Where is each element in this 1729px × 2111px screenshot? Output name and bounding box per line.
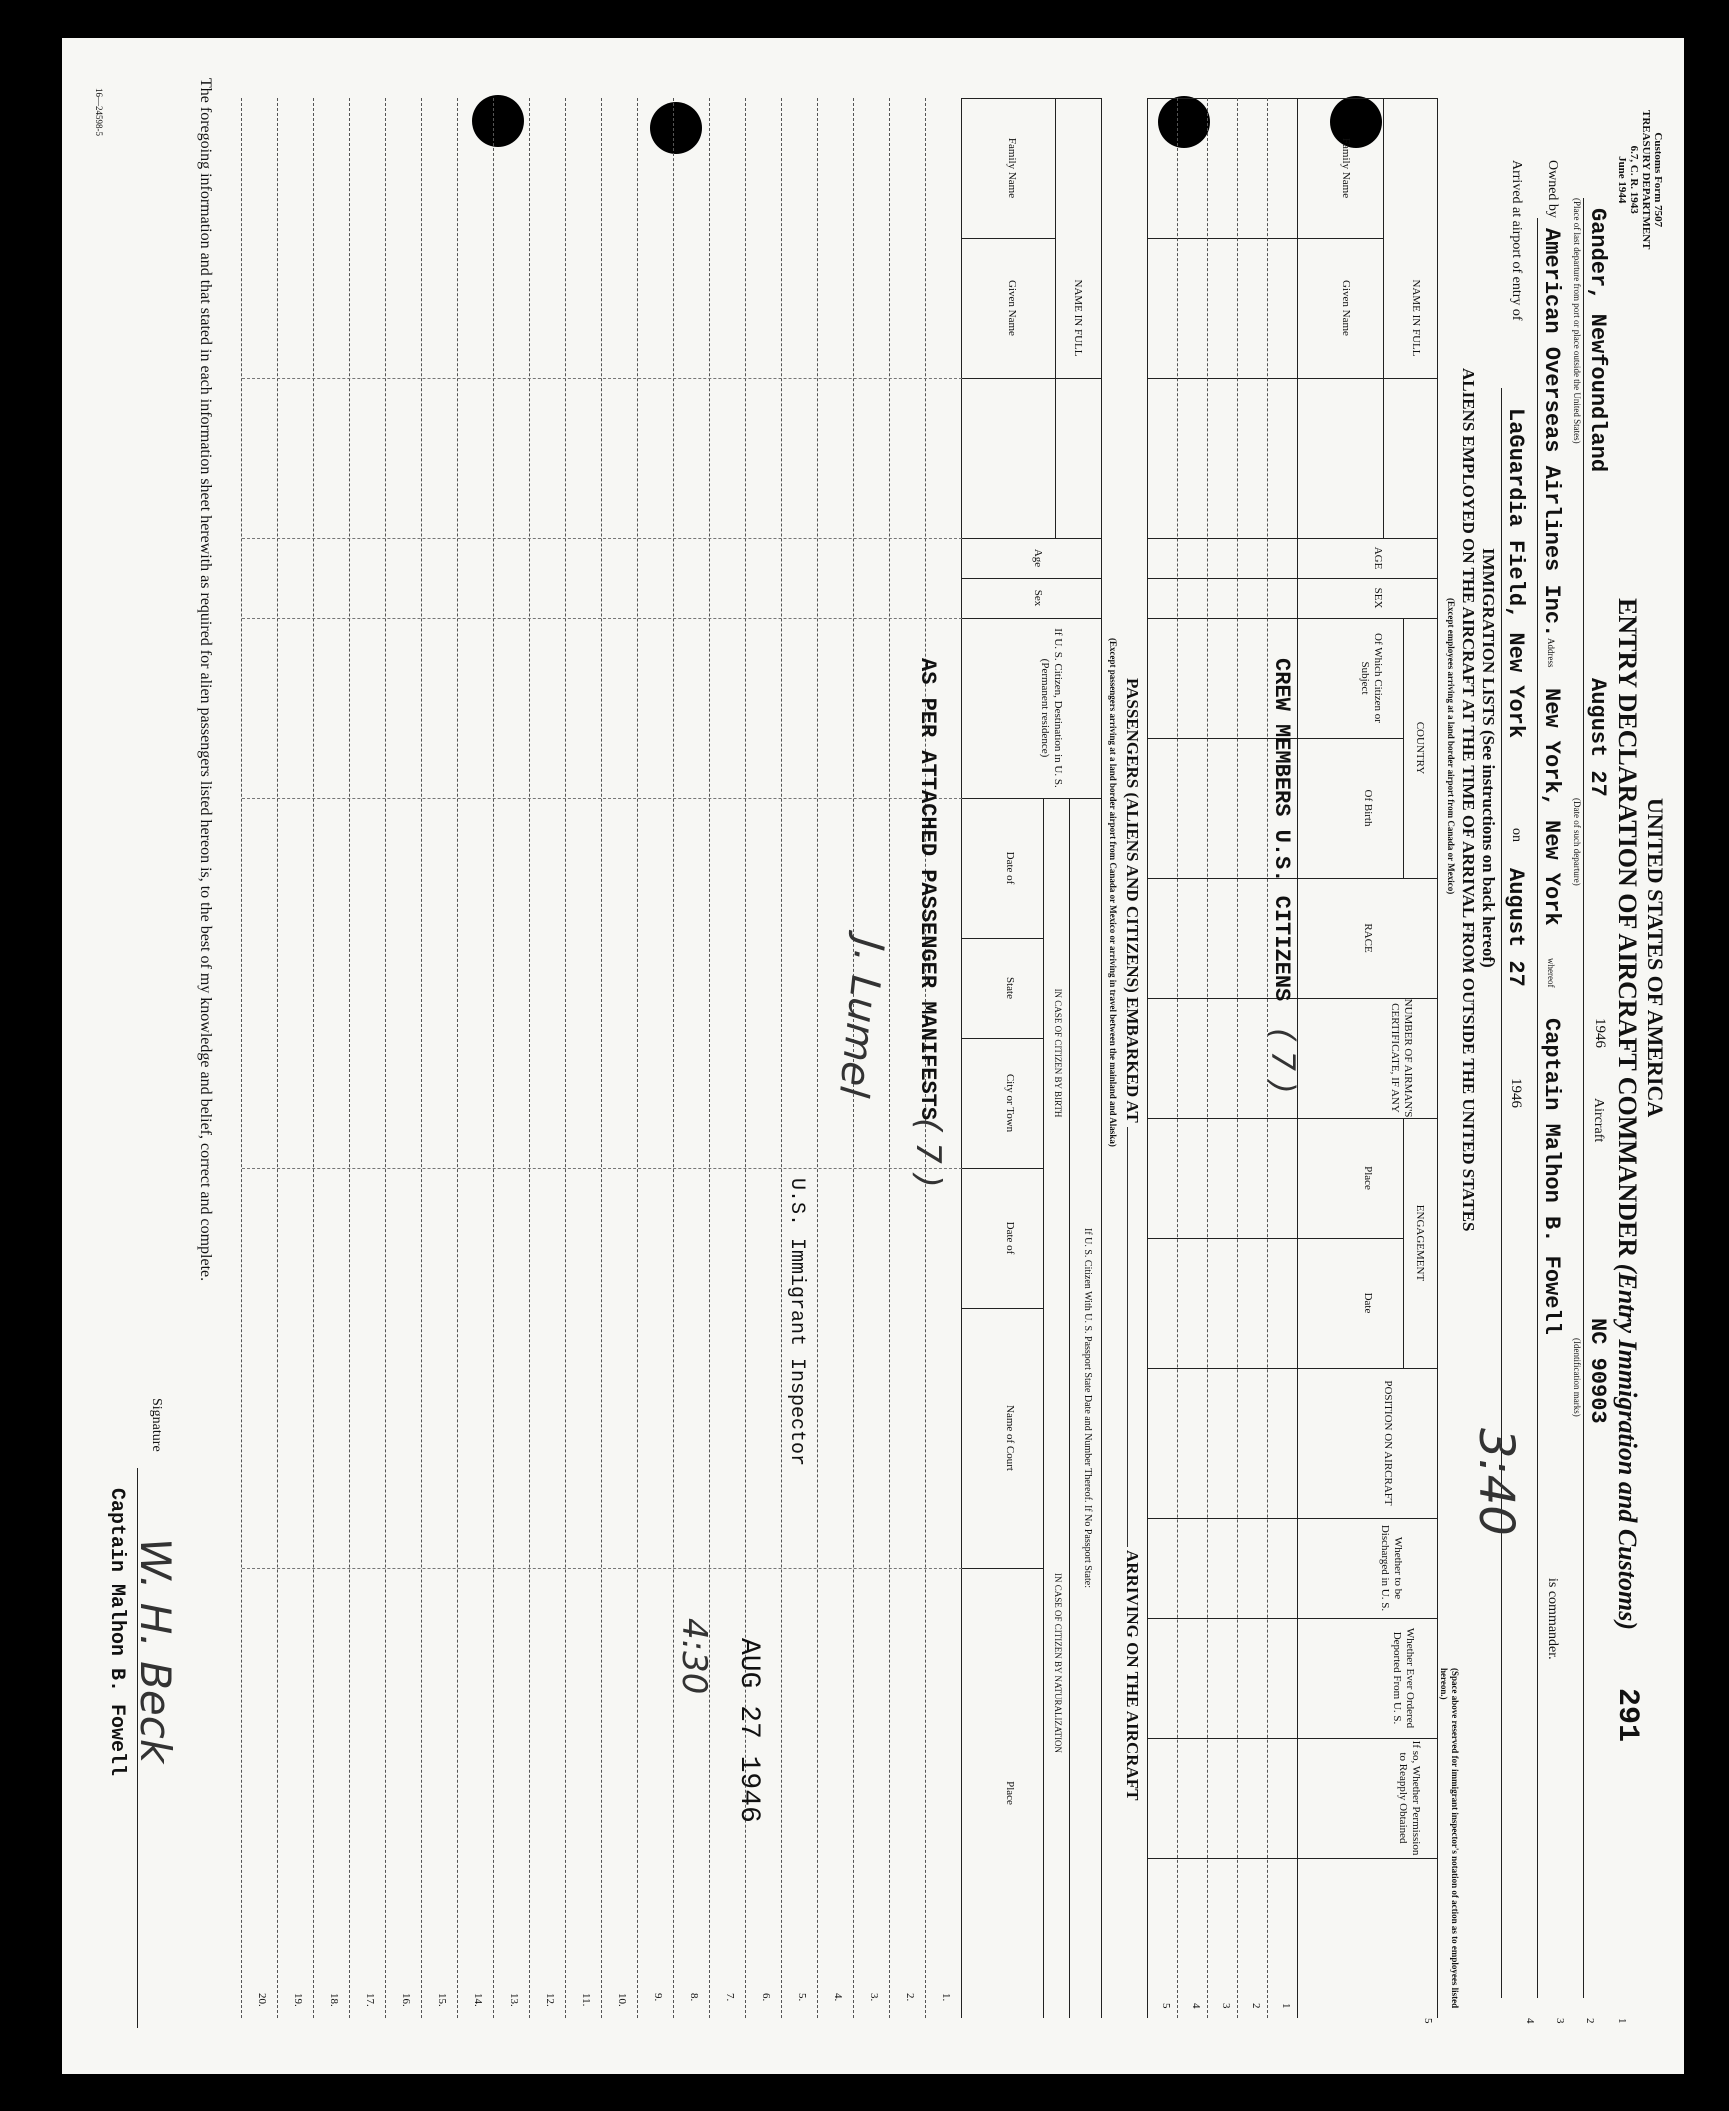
passenger-row-line bbox=[889, 98, 890, 2018]
aliens-note: (Except employees arriving at a land border airport from Canada or Mexico) bbox=[1446, 598, 1456, 895]
owner-label: Owned by bbox=[1545, 160, 1560, 218]
crew-col-age: AGE bbox=[1372, 546, 1384, 570]
passenger-row-number: 17. bbox=[364, 1993, 376, 2007]
crew-col-position: POSITION ON AIRCRAFT bbox=[1382, 1380, 1394, 1506]
departure-date: August 27 bbox=[1585, 678, 1610, 797]
crew-col-family: Family Name bbox=[1340, 137, 1352, 199]
passenger-row-line bbox=[277, 98, 278, 2018]
crew-col-citizen: Of Which Citizen or Subject bbox=[1359, 633, 1384, 723]
department: TREASURY DEPARTMENT bbox=[1640, 110, 1652, 250]
passenger-row-line bbox=[493, 98, 494, 2018]
pass-col-destination: If U. S. Citizen, Destination in U. S. (Permanent residence) bbox=[1039, 628, 1064, 788]
immigration-lists-title: IMMIGRATION LISTS (See instructions on back hereof) bbox=[1479, 548, 1498, 968]
passenger-row-line bbox=[709, 98, 710, 2018]
margin-number: 3 bbox=[1554, 2018, 1566, 2024]
commander-signature: W. H. Beck bbox=[131, 1538, 180, 1764]
arrival-airport: LaGuardia Field, New York bbox=[1503, 408, 1528, 739]
crew-col-birth: Of Birth bbox=[1362, 789, 1374, 827]
address-label: Address bbox=[1546, 638, 1556, 668]
pass-col-city: City or Town bbox=[1004, 1073, 1016, 1133]
passenger-row-number: 10. bbox=[616, 1993, 628, 2007]
form-id-block bbox=[1616, 110, 1664, 250]
pass-col-family: Family Name bbox=[1006, 137, 1018, 199]
aliens-title: ALIENS EMPLOYED ON THE AIRCRAFT AT THE TIME OF ARRIVAL FROM OUTSIDE THE UNITED STATES bbox=[1459, 368, 1478, 1232]
crew-col-discharged: Whether to be Discharged in U. S. bbox=[1379, 1524, 1404, 1612]
signature-typed: Captain Malhon B. Fowell bbox=[105, 1488, 128, 1777]
margin-number: 2 bbox=[1584, 2018, 1596, 2024]
crew-row-number: 3 bbox=[1220, 2003, 1232, 2009]
crew-col-certificate: NUMBER OF AIRMAN'S CERTIFICATE, IF ANY bbox=[1389, 998, 1414, 1118]
country-heading: UNITED STATES OF AMERICA bbox=[1643, 798, 1668, 1118]
commander-name: Captain Malhon B. Fowell bbox=[1539, 1018, 1564, 1335]
passenger-row-number: 11. bbox=[580, 1993, 592, 2007]
pass-col-given: Given Name bbox=[1006, 280, 1018, 336]
passenger-row-number: 12. bbox=[544, 1993, 556, 2007]
subtitle-text: (Entry Immigration and Customs) bbox=[1613, 1263, 1642, 1630]
passenger-row-line bbox=[241, 98, 242, 2018]
margin-number: 4 bbox=[1524, 2018, 1536, 2024]
passenger-row-line bbox=[385, 98, 386, 2018]
passenger-row-number: 8. bbox=[688, 1993, 700, 2002]
form-title bbox=[1612, 598, 1642, 1630]
pass-col-date-of-2: Date of bbox=[1004, 1221, 1016, 1255]
arrival-on-label: on bbox=[1509, 828, 1524, 842]
pass-col-place: Place bbox=[1004, 1781, 1016, 1805]
passenger-row-number: 14. bbox=[472, 1993, 484, 2007]
owner-name: American Overseas Airlines Inc. bbox=[1539, 228, 1564, 638]
passenger-row-number: 18. bbox=[328, 1993, 340, 2007]
crew-col-date: Date bbox=[1362, 1292, 1374, 1314]
aircraft-label: Aircraft bbox=[1591, 1098, 1606, 1143]
passenger-row-number: 19. bbox=[292, 1993, 304, 2007]
pass-col-state: State bbox=[1004, 977, 1016, 999]
crew-col-race: RACE bbox=[1362, 923, 1374, 953]
aircraft-id: NC 90903 bbox=[1585, 1318, 1610, 1424]
passenger-row-number: 7. bbox=[724, 1993, 736, 2002]
pass-col-court: Name of Court bbox=[1004, 1405, 1016, 1471]
stamp-inspector-title: U.S. Immigrant Inspector bbox=[785, 1178, 808, 1467]
arrival-time-handwritten: 3:40 bbox=[1468, 1428, 1524, 1536]
crew-col-permission: If so, Whether Permission to Reapply Obtained bbox=[1397, 1740, 1422, 1856]
pass-col-age: Age bbox=[1032, 548, 1044, 568]
passenger-entry: AS PER ATTACHED PASSENGER MANIFESTS bbox=[915, 658, 940, 1121]
passenger-row-number: 13. bbox=[508, 1993, 520, 2007]
pass-col-sex: Sex bbox=[1032, 589, 1044, 607]
pass-col-passport: If U. S. Citizen With U. S. Passport State Date and Number Thereof. If No Passport State: bbox=[1082, 1227, 1093, 1588]
footer-statement: The foregoing information and that stated in each information sheet herewith as required for alien passengers listed hereon is, to the best of my knowledge and belief, correct and complete. bbox=[197, 78, 214, 1282]
passenger-row-number: 3. bbox=[868, 1993, 880, 2002]
crew-row-number: 1 bbox=[1280, 2003, 1292, 2009]
crew-row-number: 4 bbox=[1190, 2003, 1202, 2009]
crew-col-engagement: ENGAGEMENT bbox=[1414, 1204, 1426, 1282]
passenger-row-line bbox=[637, 98, 638, 2018]
is-commander-text: is commander. bbox=[1545, 1578, 1560, 1660]
passenger-row-line bbox=[313, 98, 314, 2018]
customs-form-number: Customs Form 7507 bbox=[1652, 132, 1664, 228]
cr-reference: 6.7, C. R. 1943 bbox=[1628, 145, 1640, 214]
passenger-row-number: 2. bbox=[904, 1993, 916, 2002]
passenger-row-number: 15. bbox=[436, 1993, 448, 2007]
passenger-row-number: 4. bbox=[832, 1993, 844, 2002]
margin-number: 1 bbox=[1616, 2018, 1628, 2024]
passenger-row-line bbox=[349, 98, 350, 2018]
inspector-signature: J. Lumel bbox=[829, 936, 893, 1100]
crew-col-deported: Whether Ever Ordered Deported From U. S. bbox=[1391, 1627, 1416, 1729]
passenger-row-number: 6. bbox=[760, 1993, 772, 2002]
print-code: 16—24598-5 bbox=[94, 88, 104, 136]
departure-place-caption: (Place of last departure from port or place outside the United States) bbox=[1572, 198, 1582, 444]
crew-entry: CREW MEMBERS U.S. CITIZENS bbox=[1269, 658, 1294, 1002]
passenger-row-number: 5. bbox=[796, 1993, 808, 2002]
passenger-row-line bbox=[673, 98, 674, 2018]
signature-label: Signature bbox=[149, 1398, 164, 1452]
title-text: ENTRY DECLARATION OF AIRCRAFT COMMANDER bbox=[1613, 598, 1642, 1258]
crew-col-given: Given Name bbox=[1340, 280, 1352, 336]
passengers-title-text: PASSENGERS (ALIENS AND CITIZENS) EMBARKED AT bbox=[1123, 678, 1142, 1123]
departure-year: 1946 bbox=[1592, 1018, 1608, 1048]
rotated-form bbox=[62, 38, 1684, 2074]
passenger-row-number: 1. bbox=[940, 1993, 952, 2002]
crew-col-sex: SEX bbox=[1372, 587, 1384, 609]
pass-col-by-naturalization: IN CASE OF CITIZEN BY NATURALIZATION bbox=[1053, 1573, 1063, 1753]
departure-date-caption: (Date of such departure) bbox=[1572, 798, 1582, 886]
passenger-row-line bbox=[421, 98, 422, 2018]
stamp-date: AUG 27 1946 bbox=[733, 1638, 764, 1823]
document-number: 291 bbox=[1610, 1688, 1644, 1743]
passenger-row-line bbox=[457, 98, 458, 2018]
aircraft-caption: (Identification marks) bbox=[1572, 1338, 1582, 1417]
arrival-date: August 27 bbox=[1503, 868, 1528, 987]
stamp-time: 4:30 bbox=[674, 1618, 714, 1695]
crew-count: ( 7 ) bbox=[1264, 1028, 1302, 1094]
passenger-row-line bbox=[529, 98, 530, 2018]
passenger-row-line bbox=[601, 98, 602, 2018]
crew-col-country: COUNTRY bbox=[1414, 721, 1426, 775]
form-date: June 1944 bbox=[1616, 156, 1628, 204]
margin-number: 5 bbox=[1422, 2018, 1434, 2024]
passenger-row-line bbox=[565, 98, 566, 2018]
pass-col-name: NAME IN FULL bbox=[1072, 279, 1084, 357]
passenger-row-line bbox=[781, 98, 782, 2018]
passenger-count: ( 7 ) bbox=[908, 1118, 948, 1188]
arrival-label: Arrived at airport of entry of bbox=[1509, 160, 1524, 321]
crew-row-number: 5 bbox=[1160, 2003, 1172, 2009]
passengers-title bbox=[1122, 678, 1142, 1801]
departure-place: Gander, Newfoundland bbox=[1585, 208, 1610, 473]
passenger-row-line bbox=[817, 98, 818, 2018]
passengers-note: (Except passengers arriving at a land border airport from Canada or Mexico or arriving in travel between the mainland and Alaska) bbox=[1108, 638, 1118, 1147]
passenger-row-number: 20. bbox=[256, 1993, 268, 2007]
passengers-arriving-text: ARRIVING ON THE AIRCRAFT bbox=[1123, 1550, 1142, 1801]
crew-col-place: Place bbox=[1362, 1166, 1374, 1190]
pass-col-date-of: Date of bbox=[1004, 851, 1016, 885]
crew-row-number: 2 bbox=[1250, 2003, 1262, 2009]
passenger-row-number: 16. bbox=[400, 1993, 412, 2007]
whereof-label: whereof bbox=[1546, 958, 1556, 988]
owner-address: New York, New York bbox=[1539, 688, 1564, 926]
arrival-year: 1946 bbox=[1508, 1078, 1524, 1108]
pass-col-by-birth: IN CASE OF CITIZEN BY BIRTH bbox=[1053, 988, 1063, 1118]
crew-col-name: NAME IN FULL bbox=[1410, 279, 1422, 357]
reserved-note: (Space above reserved for immigrant inspector's notation of action as to employees listed hereon.) bbox=[1439, 1668, 1460, 2009]
passenger-row-number: 9. bbox=[652, 1993, 664, 2002]
